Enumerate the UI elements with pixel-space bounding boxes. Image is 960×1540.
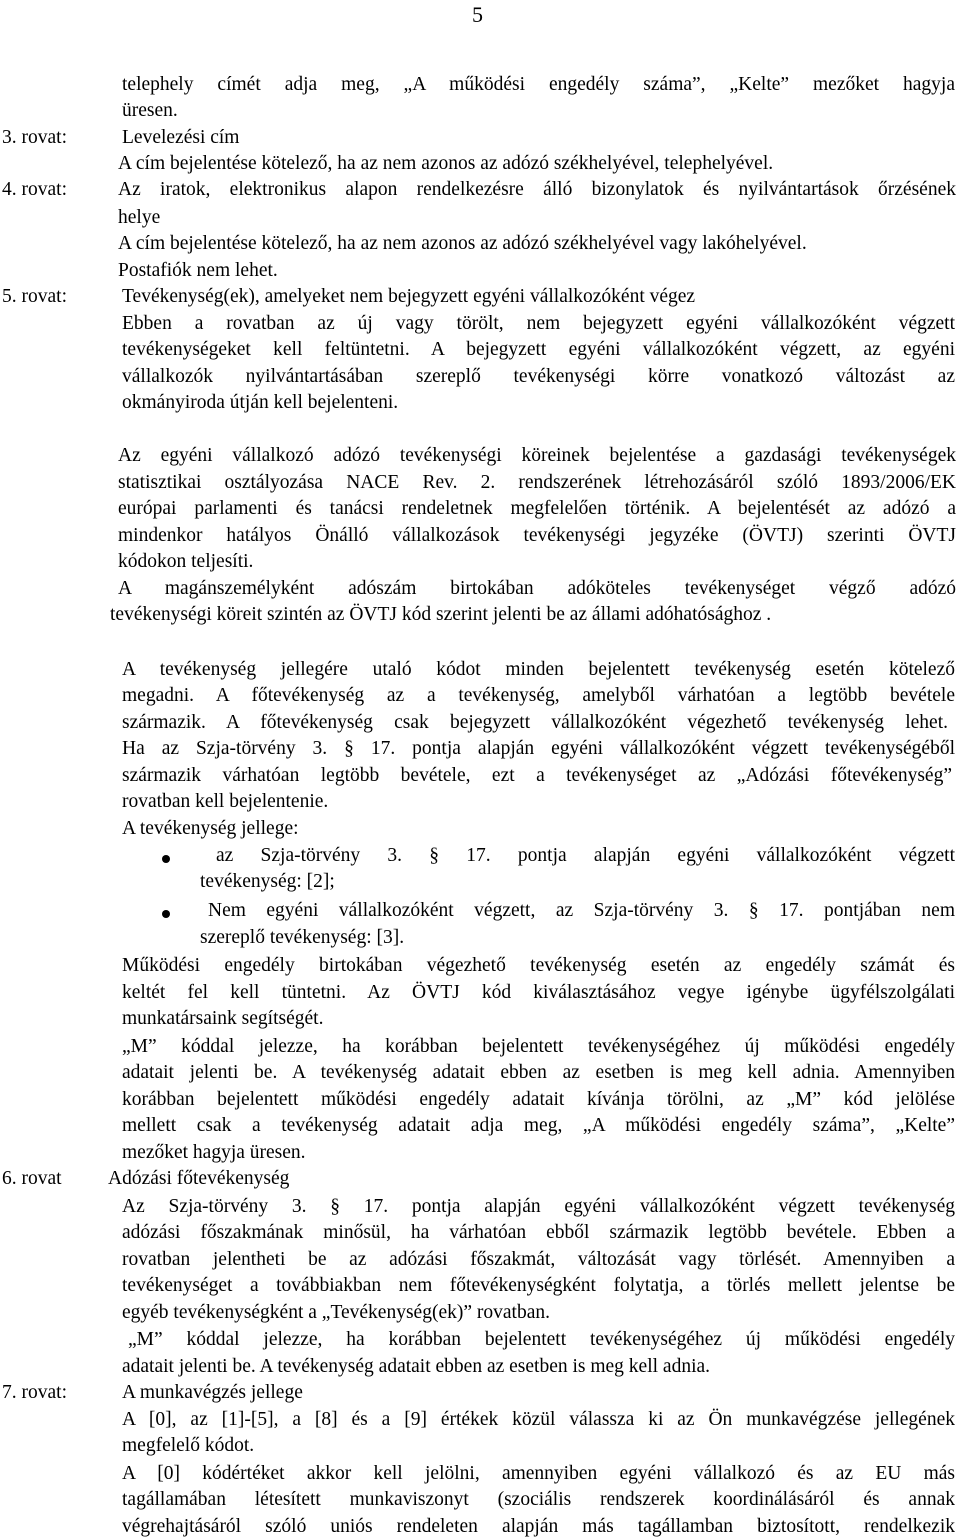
text-line: „M” kóddal jelezze, ha korábban bejelentett tevékenységéhez új működési engedély xyxy=(122,1036,955,1057)
text-line: „M” kóddal jelezze, ha korábban bejelentett tevékenységéhez új működési engedély xyxy=(128,1329,955,1350)
text-line: A cím bejelentése kötelező, ha az nem azonos az adózó székhelyével vagy lakóhelyével. xyxy=(118,233,807,254)
text-line: kódokon teljesíti. xyxy=(118,551,254,572)
text-line: végrehajtásáról szóló uniós rendeleten alapján más tagállamban biztosított, rendelkezik xyxy=(122,1516,955,1537)
text-line: 6. rovat xyxy=(2,1168,62,1189)
text-line: A [0], az [1]-[5], a [8] és a [9] értékek közül válassza ki az Ön munkavégzése jellegének xyxy=(122,1409,955,1430)
text-line: A munkavégzés jellege xyxy=(122,1382,303,1403)
text-line: szereplő tevékenység: [3]. xyxy=(200,927,405,948)
text-line: telephely címét adja meg, „A működési engedély száma”, „Kelte” mezőket hagyja xyxy=(122,74,955,95)
text-line: A tevékenység jellegére utaló kódot minden bejelentett tevékenység esetén kötelező xyxy=(122,659,955,680)
text-line: megadni. A főtevékenység az a tevékenység, amelyből várhatóan a legtöbb bevétele xyxy=(122,685,955,706)
text-line: 3. rovat: xyxy=(2,127,67,148)
text-line: adózási főszakmának minősül, ha várhatóan ebből származik legtöbb bevétele. Ebben a xyxy=(122,1222,955,1243)
text-line: A magánszemélyként adószám birtokában adóköteles tevékenységet végző adózó xyxy=(118,578,956,599)
text-line: okmányiroda útján kell bejelenteni. xyxy=(122,392,399,413)
text-line: munkatársaink segítségét. xyxy=(122,1008,324,1029)
text-line: rovatban kell bejelentenie. xyxy=(122,791,329,812)
bullet-marker xyxy=(162,910,170,918)
text-line: helye xyxy=(118,207,161,228)
text-line: 5. rovat: xyxy=(2,286,67,307)
text-line: vállalkozók nyilvántartásában szereplő tevékenységi körre vonatkozó változást az xyxy=(122,366,955,387)
text-line: az Szja-törvény 3. § 17. pontja alapján egyéni vállalkozóként végzett xyxy=(216,845,955,866)
text-line: tagállamában létesített munkaviszonyt (szociális rendszerek koordinálásáról és annak xyxy=(122,1489,955,1510)
text-line: Működési engedély birtokában végezhető tevékenység esetén az engedély számát és xyxy=(122,955,955,976)
text-line: A cím bejelentése kötelező, ha az nem azonos az adózó székhelyével, telephelyével. xyxy=(118,153,774,174)
text-line: keltét fel kell tüntetni. Az ÖVTJ kód kiválasztásához vegye igénybe ügyfélszolgálati xyxy=(122,982,955,1003)
text-line: rovatban jelentheti be az adózási főszakmát, változását vagy törlését. Amennyiben a xyxy=(122,1249,955,1270)
text-line: mezőket hagyja üresen. xyxy=(122,1142,306,1163)
text-line: 4. rovat: xyxy=(2,179,67,200)
text-line: tevékenységi köreit szintén az ÖVTJ kód szerint jelenti be az állami adóhatósághoz . xyxy=(110,604,772,625)
text-line: Ha az Szja-törvény 3. § 17. pontja alapján egyéni vállalkozóként végzett tevékenységéből xyxy=(122,738,955,759)
text-line: mellett csak a tevékenység adatait adja meg, „A működési engedély száma”, „Kelte” xyxy=(122,1115,955,1136)
text-line: Levelezési cím xyxy=(122,127,240,148)
text-line: Az iratok, elektronikus alapon rendelkezésre álló bizonylatok és nyilvántartások őrzésének xyxy=(118,179,956,200)
text-line: Nem egyéni vállalkozóként végzett, az Szja-törvény 3. § 17. pontjában nem xyxy=(208,900,955,921)
text-line: A tevékenység jellege: xyxy=(122,818,299,839)
bullet-marker xyxy=(162,855,170,863)
text-line: európai parlamenti és tanácsi rendeletnek megfelelően történik. A bejelentését az adózó a xyxy=(118,498,956,519)
text-line: korábban bejelentett működési engedély adatait kívánja törölni, az „M” kód jelölése xyxy=(122,1089,955,1110)
text-line: Adózási főtevékenység xyxy=(108,1168,290,1189)
text-line: származik várhatóan legtöbb bevétele, ezt a tevékenységet az „Adózási főtevékenység” xyxy=(122,765,952,786)
text-line: Ebben a rovatban az új vagy törölt, nem bejegyzett egyéni vállalkozóként végzett xyxy=(122,313,955,334)
text-line: Az Szja-törvény 3. § 17. pontja alapján egyéni vállalkozóként végzett tevékenység xyxy=(122,1196,955,1217)
text-line: tevékenységet a továbbiakban nem főtevékenységként folytatja, a törlés mellett jelentse be xyxy=(122,1275,955,1296)
page-number: 5 xyxy=(472,2,483,27)
text-line: egyéb tevékenységként a „Tevékenység(ek)” rovatban. xyxy=(122,1302,550,1323)
text-line: Postafiók nem lehet. xyxy=(118,260,278,281)
text-line: 7. rovat: xyxy=(2,1382,67,1403)
text-line: származik. A főtevékenység csak bejegyzett vállalkozóként végezhető tevékenység lehet. xyxy=(122,712,948,733)
text-line: adatait jelenti be. A tevékenység adatait ebben az esetben is meg kell adnia. Amennyiben xyxy=(122,1062,955,1083)
text-line: Tevékenység(ek), amelyeket nem bejegyzett egyéni vállalkozóként végez xyxy=(122,286,696,307)
text-line: A [0] kódértéket akkor kell jelölni, amennyiben egyéni vállalkozó és az EU más xyxy=(122,1463,955,1484)
text-line: tevékenységeket kell feltüntetni. A bejegyzett egyéni vállalkozóként végzett, az egyéni xyxy=(122,339,955,360)
text-line: adatait jelenti be. A tevékenység adatait ebben az esetben is meg kell adnia. xyxy=(122,1356,711,1377)
text-line: tevékenység: [2]; xyxy=(200,871,335,892)
text-line: Az egyéni vállalkozó adózó tevékenységi köreinek bejelentése a gazdasági tevékenységek xyxy=(118,445,956,466)
text-line: üresen. xyxy=(122,100,178,121)
text-line: statisztikai osztályozása NACE Rev. 2. rendszerének létrehozásáról szóló 1893/2006/EK xyxy=(118,472,956,493)
text-line: mindenkor hatályos Önálló vállalkozások tevékenységi jegyzéke (ÖVTJ) szerinti ÖVTJ xyxy=(118,525,956,546)
text-line: megfelelő kódot. xyxy=(122,1435,255,1456)
